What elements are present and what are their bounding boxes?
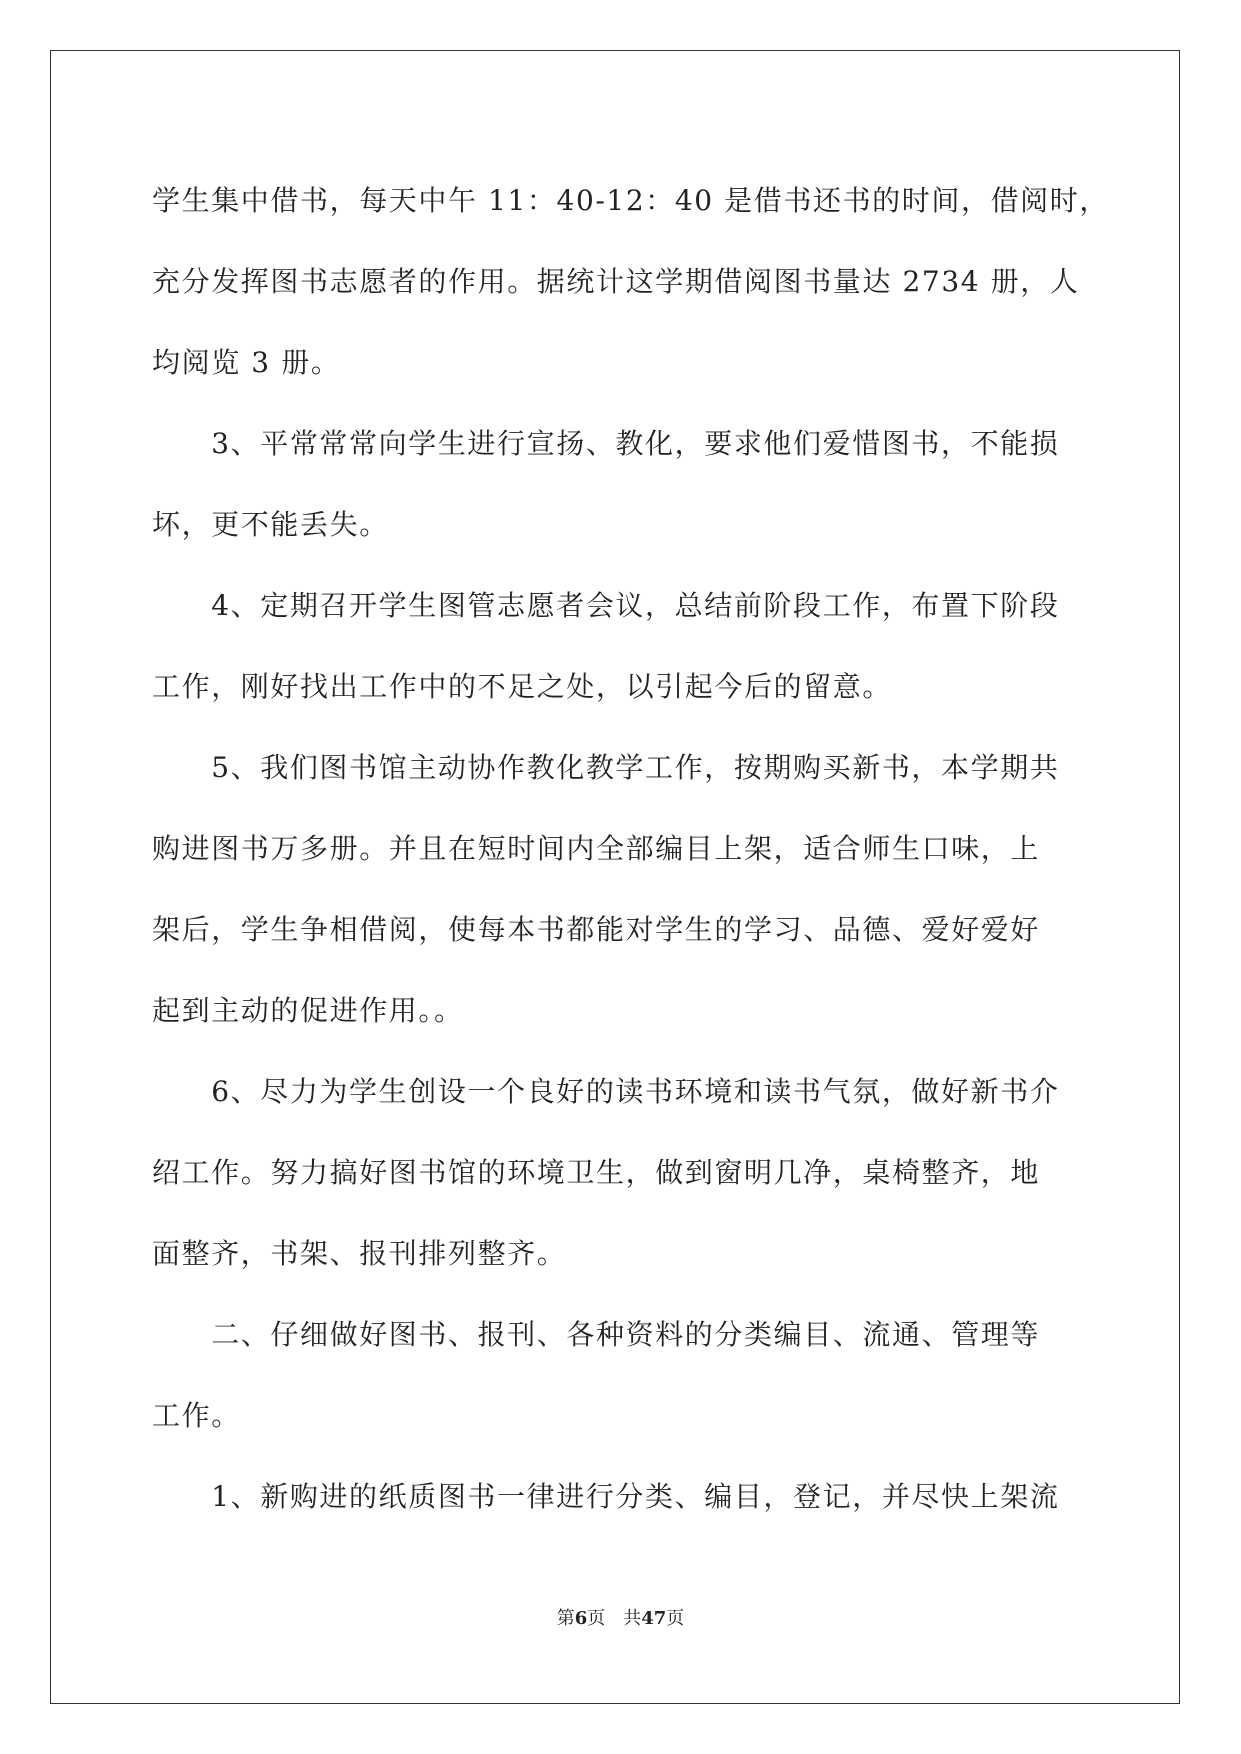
text-line: 6、尽力为学生创设一个良好的读书环境和读书气氛，做好新书介 <box>152 1075 1060 1108</box>
text-line: 工作。 <box>152 1399 241 1432</box>
text-line: 4、定期召开学生图管志愿者会议，总结前阶段工作，布置下阶段 <box>152 589 1060 622</box>
text-line: 学生集中借书，每天中午 11：40-12：40 是借书还书的时间，借阅时， <box>152 184 1109 217</box>
text-line: 均阅览 3 册。 <box>152 346 341 379</box>
total-page-number: 47 <box>641 1608 667 1629</box>
text-line: 绍工作。努力搞好图书馆的环境卫生，做到窗明几净，桌椅整齐，地 <box>152 1156 1041 1189</box>
current-page-number: 6 <box>574 1608 588 1629</box>
text-line: 购进图书万多册。并且在短时间内全部编目上架，适合师生口味，上 <box>152 832 1041 865</box>
footer-prefix: 第 <box>556 1608 575 1629</box>
text-line: 充分发挥图书志愿者的作用。据统计这学期借阅图书量达 2734 册，人 <box>152 265 1080 298</box>
text-line: 坏，更不能丢失。 <box>152 508 389 541</box>
text-line: 二、仔细做好图书、报刊、各种资料的分类编目、流通、管理等 <box>152 1318 1041 1351</box>
text-line: 起到主动的促进作用。。 <box>152 994 464 1027</box>
text-line: 1、新购进的纸质图书一律进行分类、编目，登记，并尽快上架流 <box>152 1480 1060 1513</box>
footer-suffix: 页 <box>666 1608 685 1629</box>
document-body <box>152 160 1109 1537</box>
text-line: 3、平常常常向学生进行宣扬、教化，要求他们爱惜图书，不能损 <box>152 427 1060 460</box>
text-line: 面整齐，书架、报刊排列整齐。 <box>152 1237 567 1270</box>
text-line: 架后，学生争相借阅，使每本书都能对学生的学习、品德、爱好爱好 <box>152 913 1041 946</box>
footer-mid: 页 共 <box>587 1608 642 1629</box>
text-line: 5、我们图书馆主动协作教化教学工作，按期购买新书，本学期共 <box>152 751 1060 784</box>
page-footer <box>0 1604 1241 1630</box>
text-line: 工作，刚好找出工作中的不足之处，以引起今后的留意。 <box>152 670 893 703</box>
